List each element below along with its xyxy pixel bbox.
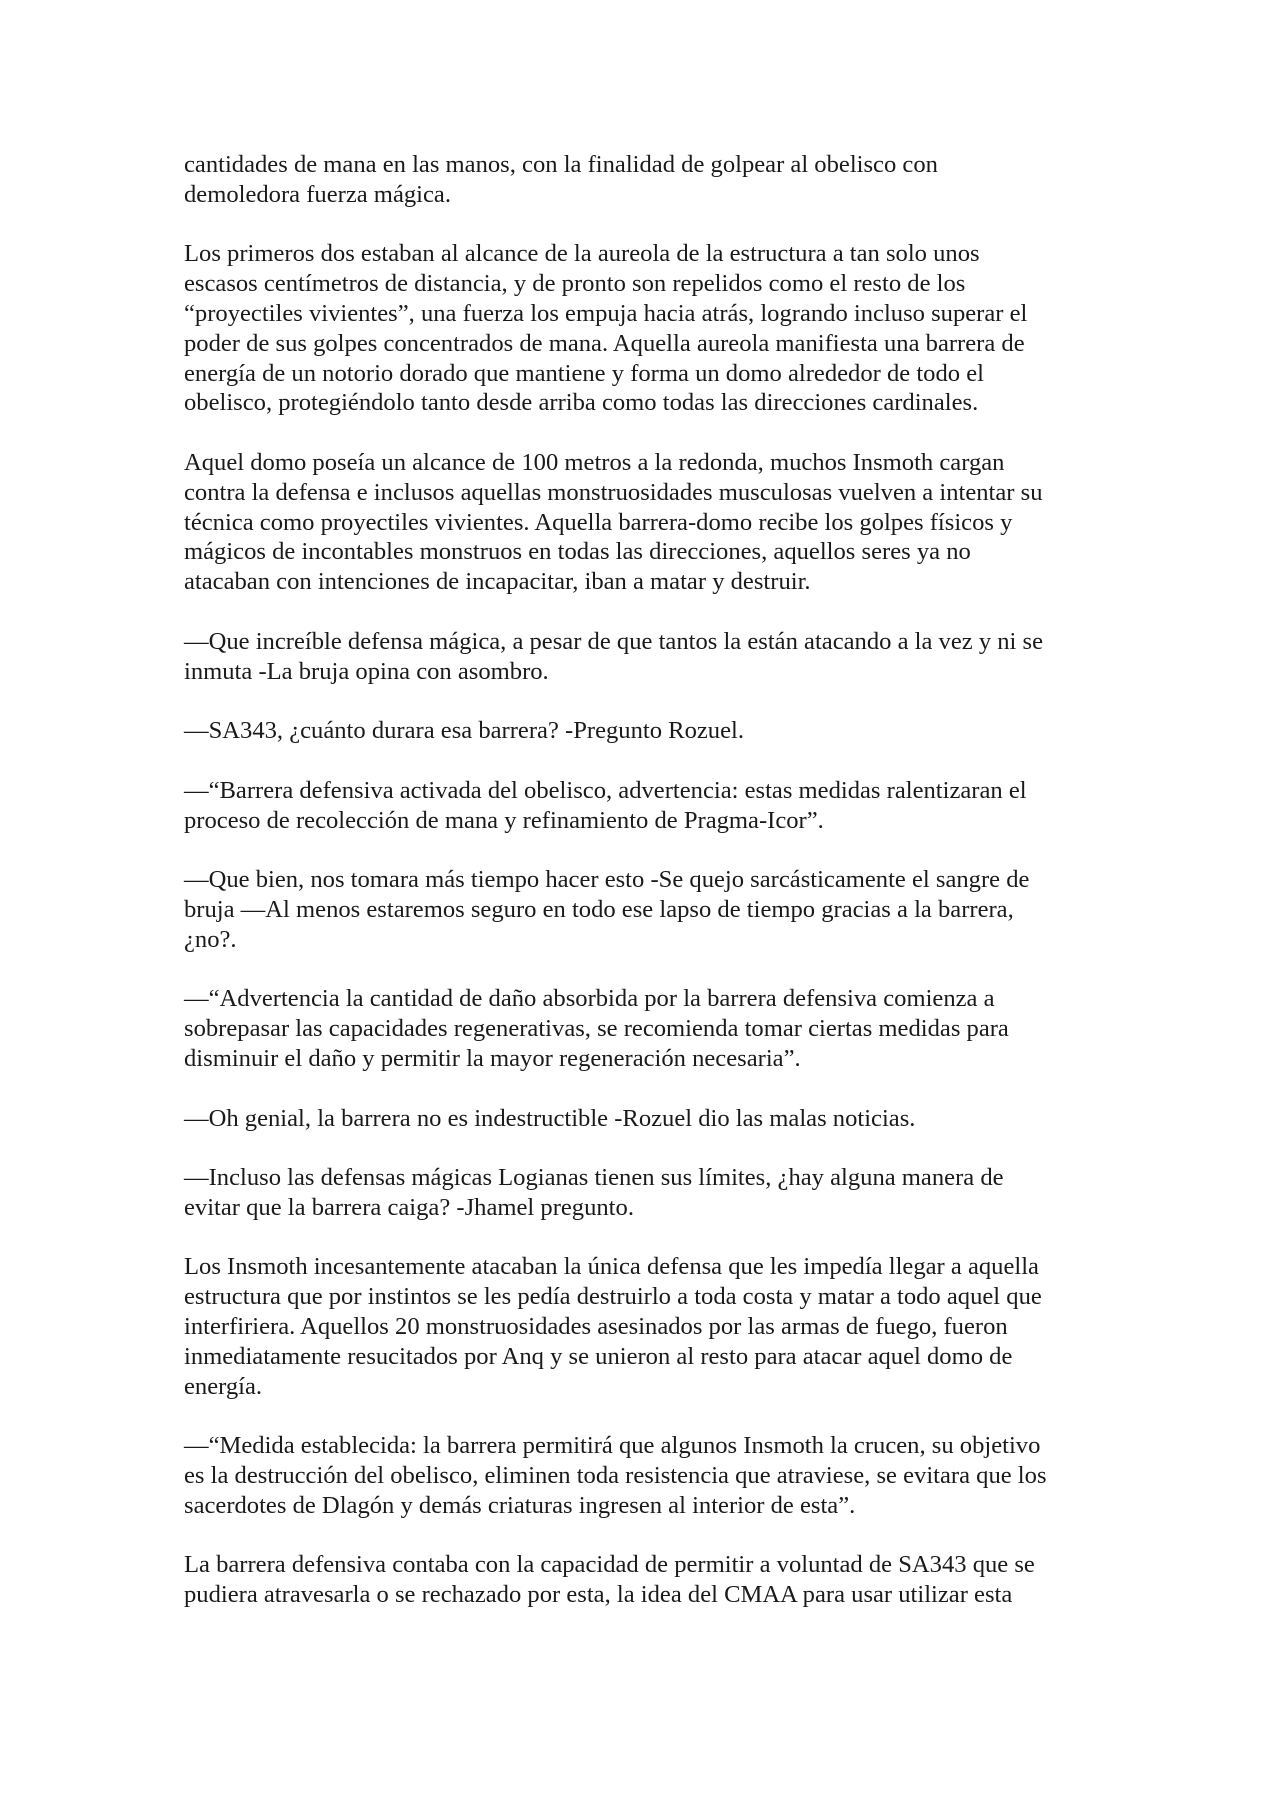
text-line: inmediatamente resucitados por Anq y se unieron al resto para atacar aquel domo de xyxy=(184,1342,1013,1370)
paragraph-1 xyxy=(184,150,1104,210)
text-line: —Incluso las defensas mágicas Logianas tienen sus límites, ¿hay alguna manera de xyxy=(184,1164,1004,1192)
paragraph-8 xyxy=(184,984,1104,1073)
text-line: bruja —Al menos estaremos seguro en todo ese lapso de tiempo gracias a la barrera, xyxy=(184,895,1014,923)
text-line: atacaban con intenciones de incapacitar, iban a matar y destruir. xyxy=(184,568,811,596)
text-line: —SA343, ¿cuánto durara esa barrera? -Pregunto Rozuel. xyxy=(184,717,744,745)
text-line: —“Barrera defensiva activada del obelisco, advertencia: estas medidas ralentizaran el xyxy=(184,776,1027,804)
paragraph-12 xyxy=(184,1431,1104,1520)
text-line: es la destrucción del obelisco, eliminen toda resistencia que atraviese, se evitara que los xyxy=(184,1462,1047,1490)
text-line: interfiriera. Aquellos 20 monstruosidades asesinados por las armas de fuego, fueron xyxy=(184,1313,1008,1341)
text-line: cantidades de mana en las manos, con la finalidad de golpear al obelisco con xyxy=(184,151,938,178)
paragraph-9 xyxy=(184,1104,1104,1134)
text-line: proceso de recolección de mana y refinamiento de Pragma-Icor”. xyxy=(184,806,824,834)
paragraph-2 xyxy=(184,239,1104,418)
text-line: evitar que la barrera caiga? -Jhamel pregunto. xyxy=(184,1193,634,1221)
paragraph-10 xyxy=(184,1163,1104,1223)
text-line: La barrera defensiva contaba con la capacidad de permitir a voluntad de SA343 que se xyxy=(184,1551,1035,1579)
text-line: obelisco, protegiéndolo tanto desde arriba como todas las direcciones cardinales. xyxy=(184,389,979,417)
text-line: mágicos de incontables monstruos en todas las direcciones, aquellos seres ya no xyxy=(184,538,971,566)
text-line: técnica como proyectiles vivientes. Aquella barrera-domo recibe los golpes físicos y xyxy=(184,508,1013,536)
paragraph-11 xyxy=(184,1252,1104,1401)
text-line: Los Insmoth incesantemente atacaban la única defensa que les impedía llegar a aquella xyxy=(184,1253,1039,1281)
text-line: energía. xyxy=(184,1372,263,1400)
paragraph-5 xyxy=(184,716,1104,746)
text-line: Aquel domo poseía un alcance de 100 metros a la redonda, muchos Insmoth cargan xyxy=(184,448,1005,476)
text-line: energía de un notorio dorado que mantiene y forma un domo alrededor de todo el xyxy=(184,359,984,387)
text-line: —Que bien, nos tomara más tiempo hacer esto -Se quejo sarcásticamente el sangre de xyxy=(184,866,1030,894)
text-line: demoledora fuerza mágica. xyxy=(184,180,451,208)
text-line: —“Medida establecida: la barrera permitirá que algunos Insmoth la crucen, su objetivo xyxy=(184,1432,1041,1460)
text-line: sobrepasar las capacidades regenerativas, se recomienda tomar ciertas medidas para xyxy=(184,1015,1009,1043)
text-line: pudiera atravesarla o se rechazado por esta, la idea del CMAA para usar utilizar esta xyxy=(184,1581,1013,1609)
text-line: escasos centímetros de distancia, y de pronto son repelidos como el resto de los xyxy=(184,270,966,298)
text-line: —Oh genial, la barrera no es indestructible -Rozuel dio las malas noticias. xyxy=(184,1104,916,1132)
text-line: “proyectiles vivientes”, una fuerza los empuja hacia atrás, logrando incluso superar el xyxy=(184,299,1028,327)
text-line: poder de sus golpes concentrados de mana. Aquella aureola manifiesta una barrera de xyxy=(184,329,1025,357)
text-line: estructura que por instintos se les pedía destruirlo a toda costa y matar a todo aquel que xyxy=(184,1283,1042,1311)
paragraph-3 xyxy=(184,448,1104,597)
paragraph-6 xyxy=(184,776,1104,836)
text-line: disminuir el daño y permitir la mayor regeneración necesaria”. xyxy=(184,1044,801,1072)
paragraph-13 xyxy=(184,1550,1104,1610)
text-line: contra la defensa e inclusos aquellas monstruosidades musculosas vuelven a intentar su xyxy=(184,478,1043,506)
text-line: sacerdotes de Dlagón y demás criaturas ingresen al interior de esta”. xyxy=(184,1491,856,1519)
text-line: Los primeros dos estaban al alcance de la aureola de la estructura a tan solo unos xyxy=(184,240,980,268)
text-line: ¿no?. xyxy=(184,925,237,953)
text-line: inmuta -La bruja opina con asombro. xyxy=(184,657,549,685)
paragraph-4 xyxy=(184,627,1104,687)
paragraph-7 xyxy=(184,865,1104,954)
document-page xyxy=(184,150,1104,1640)
text-line: —“Advertencia la cantidad de daño absorbida por la barrera defensiva comienza a xyxy=(184,985,995,1013)
text-line: —Que increíble defensa mágica, a pesar de que tantos la están atacando a la vez y ni se xyxy=(184,627,1044,655)
